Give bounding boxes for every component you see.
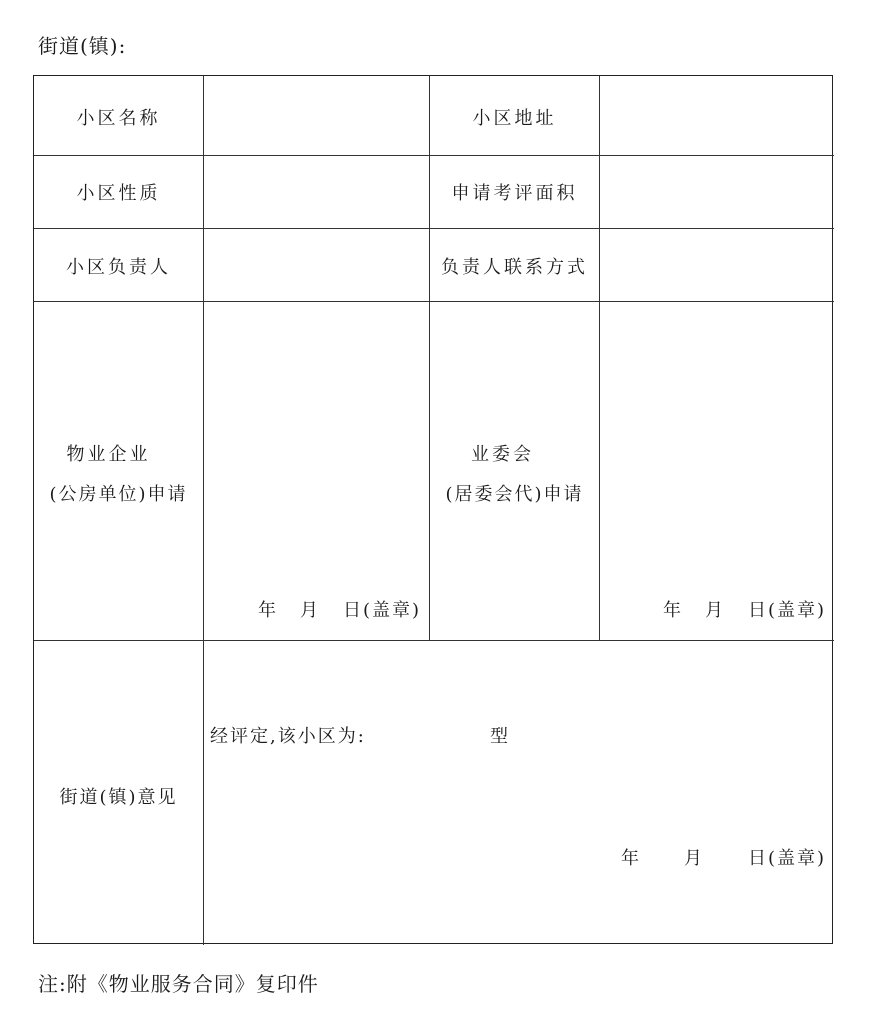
street-opinion-label: 街道(镇)意见 — [59, 787, 178, 808]
row-divider — [34, 228, 834, 229]
community-manager-value[interactable] — [204, 253, 429, 277]
owners-committee-date-month: 月 — [705, 600, 726, 621]
street-opinion-date-day-seal: 日(盖章) — [748, 848, 827, 869]
column-divider — [203, 76, 204, 945]
community-address-value[interactable] — [600, 104, 834, 128]
community-address-label: 小区地址 — [472, 108, 557, 129]
owners-committee-label-line1: 业委会 — [471, 444, 534, 465]
property-company-label-line1: 物业企业 — [66, 444, 151, 465]
evaluation-form-table — [33, 75, 833, 944]
property-company-date-year: 年 — [258, 600, 279, 621]
street-opinion-date-month: 月 — [684, 848, 705, 869]
column-divider — [599, 76, 600, 640]
evaluation-statement: 经评定,该小区为: — [210, 726, 366, 747]
community-name-label: 小区名称 — [76, 108, 161, 129]
property-company-label-line2: (公房单位)申请 — [49, 484, 188, 505]
attachment-note: 注:附《物业服务合同》复印件 — [38, 972, 319, 996]
manager-contact-value[interactable] — [600, 253, 834, 277]
community-nature-value[interactable] — [204, 179, 429, 203]
owners-committee-date-year: 年 — [663, 600, 684, 621]
owners-committee-label-line2: (居委会代)申请 — [445, 484, 584, 505]
community-name-value[interactable] — [204, 104, 429, 128]
evaluation-area-label: 申请考评面积 — [451, 183, 578, 204]
community-nature-label: 小区性质 — [76, 183, 161, 204]
property-company-date-month: 月 — [300, 600, 321, 621]
owners-committee-date-day-seal: 日(盖章) — [748, 600, 827, 621]
manager-contact-label: 负责人联系方式 — [441, 257, 588, 278]
community-manager-label: 小区负责人 — [66, 257, 171, 278]
column-divider — [429, 76, 430, 640]
row-divider — [34, 155, 834, 156]
row-divider — [34, 301, 834, 302]
row-divider — [34, 640, 834, 641]
street-opinion-date-year: 年 — [621, 848, 642, 869]
street-town-label: 街道(镇): — [38, 34, 127, 58]
community-type-suffix: 型 — [490, 726, 511, 747]
evaluation-area-value[interactable] — [600, 179, 834, 203]
property-company-date-day-seal: 日(盖章) — [343, 600, 422, 621]
